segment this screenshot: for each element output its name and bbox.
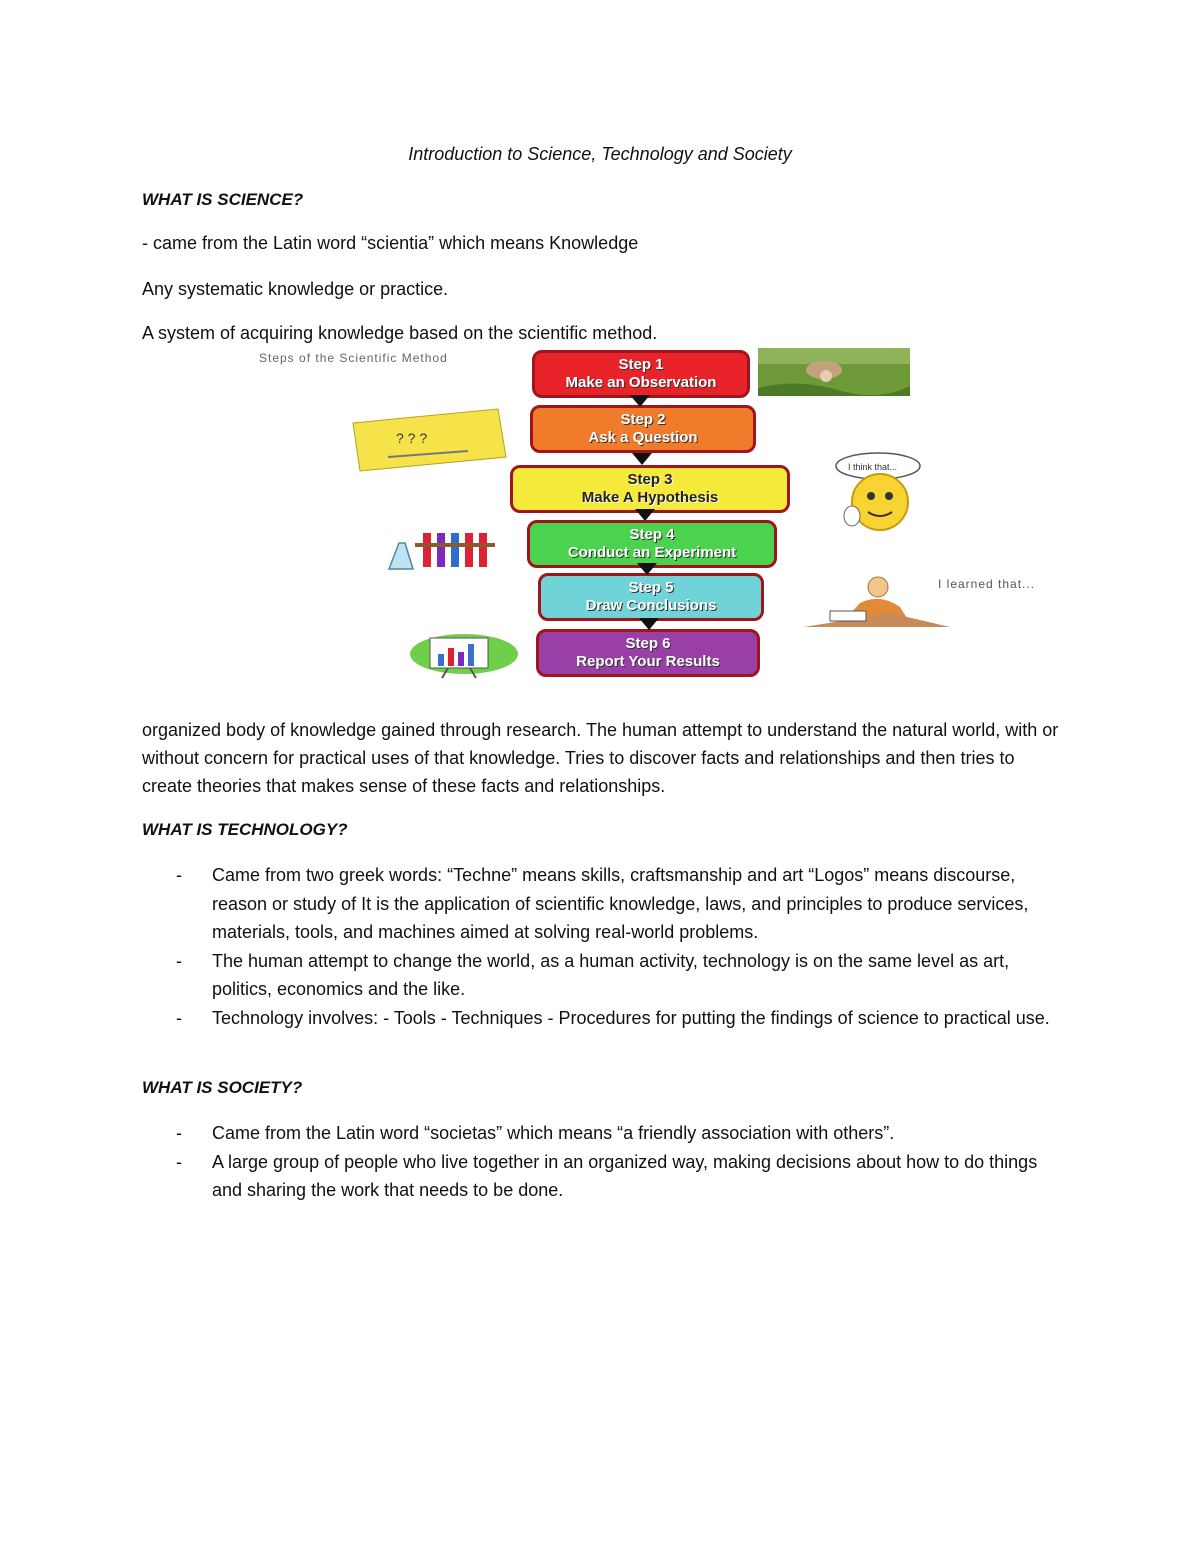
figure-caption: Steps of the Scientific Method (259, 351, 448, 365)
technology-bullet-3: Technology involves: - Tools - Techniques - Procedures for putting the findings of science to practical use. (212, 1007, 1050, 1028)
step-6-box (536, 629, 760, 677)
step-6-title: Step 6 (625, 635, 671, 652)
step-5-text: Draw Conclusions (585, 597, 717, 614)
science-line-1: - came from the Latin word “scientia” which means Knowledge (142, 233, 639, 253)
question-note-icon (348, 405, 508, 475)
list-item (142, 1119, 1062, 1148)
technology-heading: WHAT IS TECHNOLOGY? (142, 820, 348, 839)
step-2-box (530, 405, 756, 453)
list-item (142, 1004, 1062, 1033)
science-heading: WHAT IS SCIENCE? (142, 190, 304, 209)
arrow-down-icon (639, 618, 659, 630)
learning-student-icon (800, 573, 1040, 631)
step-5-box (538, 573, 764, 621)
step-2-text: Ask a Question (588, 429, 698, 446)
learned-text: I learned that... (938, 577, 1036, 591)
bullet-dash: - (176, 1007, 182, 1028)
society-list (142, 1119, 1062, 1205)
step-5-title: Step 5 (628, 579, 674, 596)
arrow-down-icon (637, 563, 657, 575)
science-line-3: A system of acquiring knowledge based on the scientific method. (142, 323, 658, 343)
step-3-text: Make A Hypothesis (581, 489, 719, 506)
thinking-face-icon (830, 450, 930, 532)
arrow-down-icon (635, 509, 655, 521)
technology-bullet-1: Came from two greek words: “Techne” means skills, craftsmanship and art “Logos” means discourse, reason or study of It is the application of scientific knowledge, laws, and principles to produce services, materials, tools, and machines aimed at solving real-world problems. (212, 865, 1029, 942)
technology-bullet-2: The human attempt to change the world, as a human activity, technology is on the same level as art, politics, economics and the like. (212, 950, 1010, 999)
bullet-dash: - (176, 950, 182, 971)
step-4-box (527, 520, 777, 568)
thought-text: I think that... (848, 462, 898, 472)
science-paragraph: organized body of knowledge gained through research. The human attempt to understand the natural world, with or without concern for practical uses of that knowledge. Tries to discover facts and relationships and then tries to create theories that makes sense of these facts and relationships. (142, 720, 1059, 796)
svg-text:? ? ?: ? ? ? (396, 430, 428, 446)
list-item (142, 861, 1062, 947)
step-6-text: Report Your Results (576, 653, 720, 670)
test-tubes-icon (385, 523, 510, 573)
society-heading: WHAT IS SOCIETY? (142, 1078, 303, 1097)
step-1-box (532, 350, 750, 398)
society-bullet-2: A large group of people who live together in an organized way, making decisions about how to do things and sharing the work that needs to be done. (212, 1151, 1038, 1200)
scientific-method-figure (240, 345, 1040, 685)
list-item (142, 947, 1062, 1004)
list-item (142, 1148, 1062, 1205)
step-1-title: Step 1 (618, 356, 664, 373)
step-3-title: Step 3 (627, 471, 673, 488)
step-4-text: Conduct an Experiment (567, 544, 737, 561)
observation-photo-icon (758, 348, 910, 396)
step-4-title: Step 4 (629, 526, 675, 543)
society-bullet-1: Came from the Latin word “societas” which means “a friendly association with others”. (212, 1123, 895, 1143)
step-2-title: Step 2 (620, 411, 666, 428)
bullet-dash: - (176, 1123, 182, 1143)
step-1-text: Make an Observation (565, 374, 717, 391)
technology-list (142, 861, 1062, 1032)
arrow-down-icon (632, 453, 652, 465)
presentation-board-icon (408, 632, 520, 680)
document-title: Introduction to Science, Technology and Society (408, 144, 792, 164)
science-line-2: Any systematic knowledge or practice. (142, 279, 449, 299)
arrow-down-icon (630, 395, 650, 407)
bullet-dash: - (176, 1151, 182, 1172)
step-3-box (510, 465, 790, 513)
bullet-dash: - (176, 865, 182, 885)
